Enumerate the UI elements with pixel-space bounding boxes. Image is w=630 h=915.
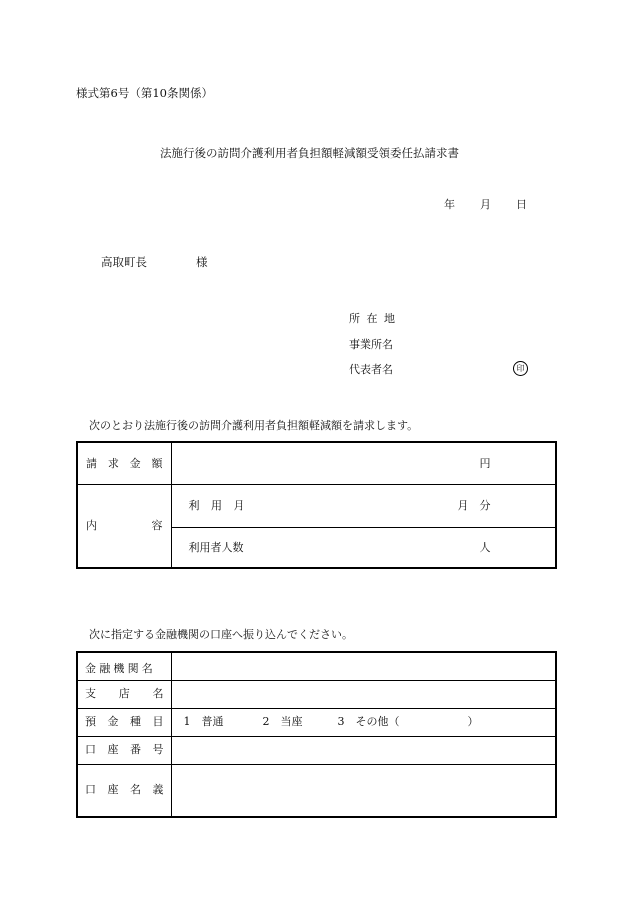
usage-month-label: 利 用 月	[188, 499, 245, 513]
option-current[interactable]: 2 当座	[262, 714, 303, 728]
office-name-label: 事業所名	[349, 338, 393, 351]
claim-table	[76, 441, 557, 569]
account-holder-field[interactable]	[171, 764, 556, 817]
person-unit: 人	[479, 540, 491, 554]
claim-amount-label-cell	[77, 442, 171, 485]
representative-label: 代表者名	[349, 363, 393, 376]
branch-field[interactable]	[171, 680, 556, 708]
date-day-label: 日	[516, 198, 527, 211]
content-label: 内 容	[86, 519, 163, 533]
account-number-field[interactable]	[171, 736, 556, 764]
account-holder-label-cell	[77, 764, 171, 817]
account-type-field[interactable]	[171, 708, 556, 736]
branch-label-cell	[77, 680, 171, 708]
addressee-honorific: 様	[196, 255, 208, 269]
institution-label: 金融機関名	[85, 661, 156, 675]
claim-amount-field[interactable]	[171, 442, 556, 485]
usage-month-field[interactable]	[171, 485, 556, 528]
option-ordinary[interactable]: 1 普通	[183, 714, 224, 728]
option-other[interactable]: 3 その他（	[337, 714, 400, 728]
addressee-name: 高取町長	[101, 255, 147, 269]
portion-unit: 分	[479, 499, 491, 513]
option-other-close: ）	[467, 714, 479, 728]
account-number-label-cell	[77, 736, 171, 764]
seal-mark: 印	[513, 361, 528, 376]
account-type-label: 預 金 種 目	[85, 715, 164, 728]
branch-label: 支 店 名	[85, 687, 164, 700]
institution-field[interactable]	[171, 652, 556, 680]
institution-label-cell	[77, 652, 171, 680]
form-number: 様式第6号（第10条関係）	[76, 86, 213, 100]
document-title: 法施行後の訪問介護利用者負担額軽減額受領委任払請求書	[160, 146, 459, 160]
claim-amount-label: 請 求 金 額	[86, 456, 163, 470]
date-month-label: 月	[480, 198, 491, 211]
account-holder-label: 口 座 名 義	[85, 783, 164, 797]
address-label: 所 在 地	[349, 312, 395, 325]
bank-table	[76, 651, 557, 818]
user-count-field[interactable]	[171, 527, 556, 568]
month-unit: 月	[457, 499, 469, 513]
account-number-label: 口 座 番 号	[85, 743, 164, 756]
bank-intro: 次に指定する金融機関の口座へ振り込んでください。	[89, 628, 353, 641]
claim-intro: 次のとおり法施行後の訪問介護利用者負担額軽減額を請求します。	[89, 419, 419, 432]
content-label-cell	[77, 485, 171, 568]
yen-unit: 円	[479, 457, 491, 470]
user-count-label: 利用者人数	[188, 540, 244, 554]
date-year-label: 年	[444, 198, 455, 211]
account-type-label-cell	[77, 708, 171, 736]
